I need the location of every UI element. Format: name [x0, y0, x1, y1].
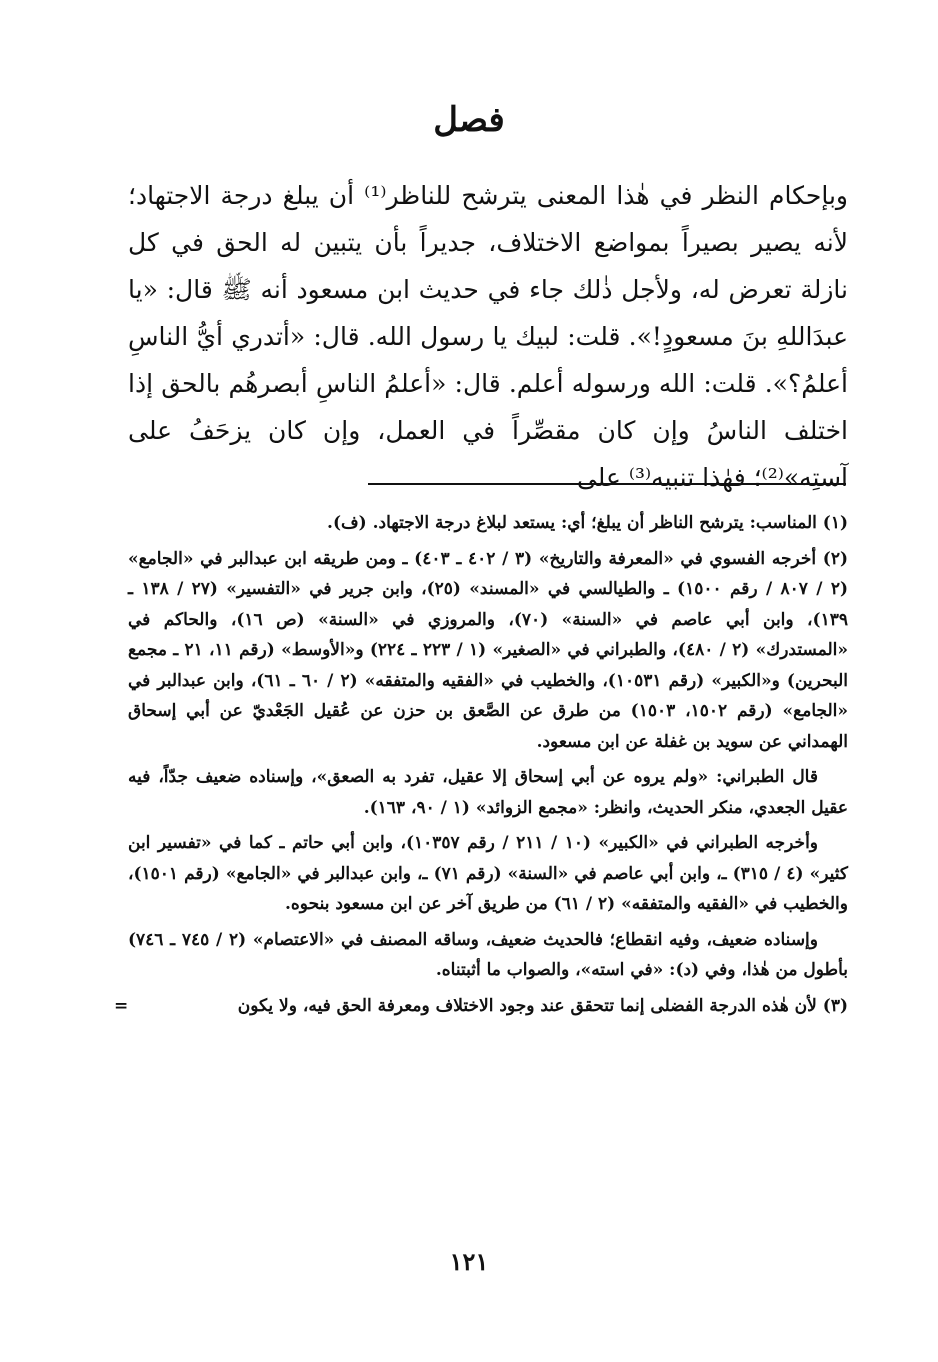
- page-number: ١٢١: [449, 1247, 489, 1276]
- footnote-2-continuation: قال الطبراني: «ولم يروه عن أبي إسحاق إلا عقيل، تفرد به الصعق»، وإسناده ضعيف جدّاً، فيه عقيل الجعدي، منكر الحديث، وانظر: «مجمع الزوائد» (١ / ٩٠، ١٦٣).: [128, 767, 848, 818]
- footnotes: [114, 508, 849, 1026]
- footnote-separator: [368, 483, 846, 485]
- footnote-3: [114, 991, 848, 1022]
- footnote-2-continuation: وإسناده ضعيف، وفيه انقطاع؛ فالحديث ضعيف، وساقه المصنف في «الاعتصام» (٢ / ٧٤٥ ـ ٧٤٦) بأطول من هٰذا، وفي (د): «في استه»، والصواب ما أثبتناه.: [128, 929, 848, 980]
- footnote-1: (١) المناسب: يترشح الناظر أن يبلغ؛ أي: يستعد لبلاغ درجة الاجتهاد. (ف).: [327, 513, 848, 533]
- footnote-3-text: (٣) لأن هٰذه الدرجة الفضلى إنما تتحقق عند وجود الاختلاف ومعرفة الحق فيه، ولا يكون: [237, 995, 848, 1016]
- footnote-2-continuation: وأخرجه الطبراني في «الكبير» (١٠ / ٢١١ / رقم ١٠٣٥٧)، وابن أبي حاتم ـ كما في «تفسير ابن كثير» (٤ / ٣١٥) ـ، وابن أبي عاصم في «السنة» (رقم ٧١) ـ، وابن عبدالبر في «الجامع» (رقم ١٥٠١)، والخطيب في «الفقيه والمتفقه» (٢ / ٦١) من طريق آخر عن ابن مسعود بنحوه.: [128, 833, 849, 914]
- section-heading: فصل: [433, 100, 505, 140]
- main-paragraph: وبإحكام النظر في هٰذا المعنى يترشح للناظر⁽¹⁾ أن يبلغ درجة الاجتهاد؛ لأنه يصير بصيراً بمواضع الاختلاف، جديراً بأن يتبين له الحق في كل نازلة تعرض له، ولأجل ذٰلك جاء في حديث ابن مسعود أنه ﷺ قال: «يا عبدَاللهِ بنَ مسعودٍ!». قلت: لبيك يا رسول الله. قال: «أتدري أيُّ الناسِ أعلمُ؟». قلت: الله ورسوله أعلم. قال: «أعلمُ الناسِ أبصرهُم بالحق إذا اختلف الناسُ وإن كان مقصِّراً في العمل، وإن كان يزحَفُ على آستِه»⁽²⁾؛ فهٰذا تنبيه⁽³⁾ على: [128, 181, 848, 492]
- continuation-mark: =: [114, 995, 129, 1016]
- footnote-2: (٢) أخرجه الفسوي في «المعرفة والتاريخ» (٣ / ٤٠٢ ـ ٤٠٣) ـ ومن طريقه ابن عبدالبر في «الجامع» (٢ / ٨٠٧ / رقم ١٥٠٠) ـ والطيالسي في «المسند» (٢٥)، وابن جرير في «التفسير» (٢٧ / ١٣٨ ـ ١٣٩)، وابن أبي عاصم في «السنة» (٧٠)، والمروزي في «السنة» (ص ١٦)، والحاكم في «المستدرك» (٢ / ٤٨٠)، والطبراني في «الصغير» (١ / ٢٢٣ ـ ٢٢٤) و«الأوسط» (رقم ١١، ٢١ ـ مجمع البحرين) و«الكبير» (رقم ١٠٥٣١)، والخطيب في «الفقيه والمتفقه» (٢ / ٦٠ ـ ٦١)، وابن عبدالبر في «الجامع» (رقم ١٥٠٢، ١٥٠٣) من طرق عن الصَّعق بن حزن عن عُقيل الجَعْديّ عن أبي إسحاق الهمداني عن سويد بن غفلة عن ابن مسعود.: [128, 548, 849, 752]
